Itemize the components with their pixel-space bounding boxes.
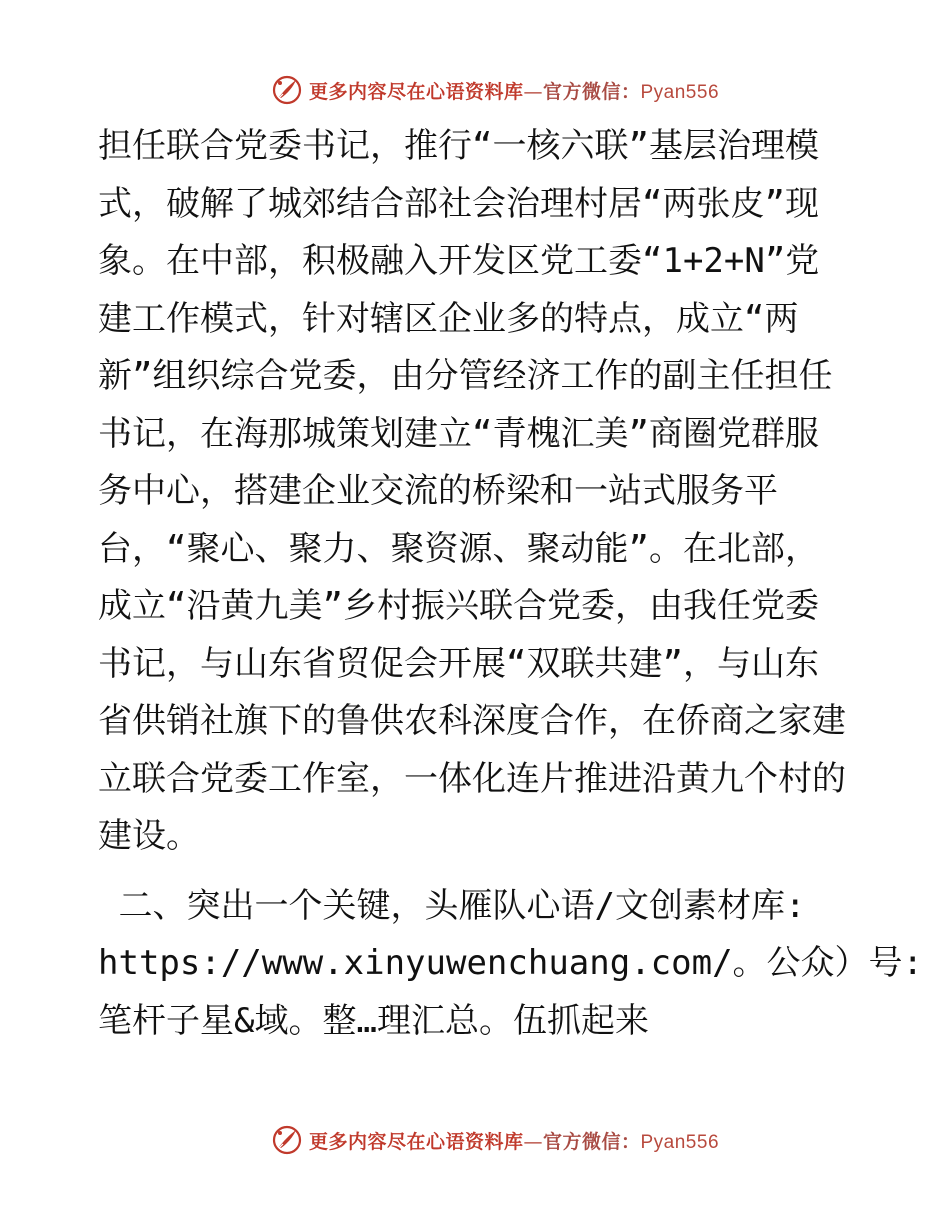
footer-banner [0, 1120, 950, 1160]
quill-logo-icon [271, 74, 303, 106]
text-line: 书记，与山东省贸促会开展“双联共建”，与山东 [98, 643, 819, 684]
text-line: 省供销社旗下的鲁供农科深度合作，在侨商之家建 [98, 701, 846, 741]
text-line: 新”组织综合党委，由分管经济工作的副主任担任 [98, 356, 833, 396]
text-line: 式，破解了城郊结合部社会治理村居“两张皮”现 [98, 183, 819, 224]
text-line: 笔杆子星&域。整…理汇总。伍抓起来 [98, 1000, 649, 1041]
header-wechat-label: 官方微信： [542, 80, 641, 103]
footer-banner-inner [271, 1124, 719, 1156]
text-line: 成立“沿黄九美”乡村振兴联合党委，由我任党委 [98, 586, 819, 626]
text-line: 立联合党委工作室，一体化连片推进沿黄九个村的 [98, 758, 846, 799]
text-line: 台，“聚心、聚力、聚资源、聚动能”。在北部， [98, 528, 819, 569]
header-banner-title: 更多内容尽在心语资料库 [308, 80, 524, 103]
header-banner [0, 70, 950, 110]
text-line: 建工作模式，针对辖区企业多的特点，成立“两 [98, 298, 799, 339]
header-banner-dash: — [523, 80, 543, 103]
document-body [98, 118, 924, 1050]
footer-banner-title: 更多内容尽在心语资料库 [308, 1130, 524, 1153]
header-banner-text [309, 77, 719, 104]
footer-banner-dash: — [523, 1130, 543, 1153]
footer-wechat-label: 官方微信： [542, 1130, 641, 1153]
paragraph-2 [98, 878, 924, 1051]
text-line: 务中心，搭建企业交流的桥梁和一站式服务平 [98, 471, 778, 511]
paragraph-gap [98, 866, 858, 878]
text-line: 书记，在海那城策划建立“青槐汇美”商圈党群服 [98, 413, 819, 454]
footer-banner-text [309, 1127, 719, 1154]
text-line: 担任联合党委书记，推行“一核六联”基层治理模 [98, 126, 819, 166]
paragraph-1 [98, 118, 858, 866]
footer-wechat-id: Pyan556 [640, 1131, 720, 1153]
text-line: 象。在中部，积极融入开发区党工委“1+2+N”党 [98, 241, 820, 281]
quill-logo-icon [271, 1124, 303, 1156]
text-line: 二、突出一个关键，头雁队心语/文创素材库: [98, 885, 806, 926]
header-banner-inner [271, 74, 719, 106]
header-wechat-id: Pyan556 [640, 81, 720, 103]
text-line-url: https://www.xinyuwenchuang.com/。公众）号: [98, 943, 924, 983]
text-line: 建设。 [98, 816, 200, 856]
